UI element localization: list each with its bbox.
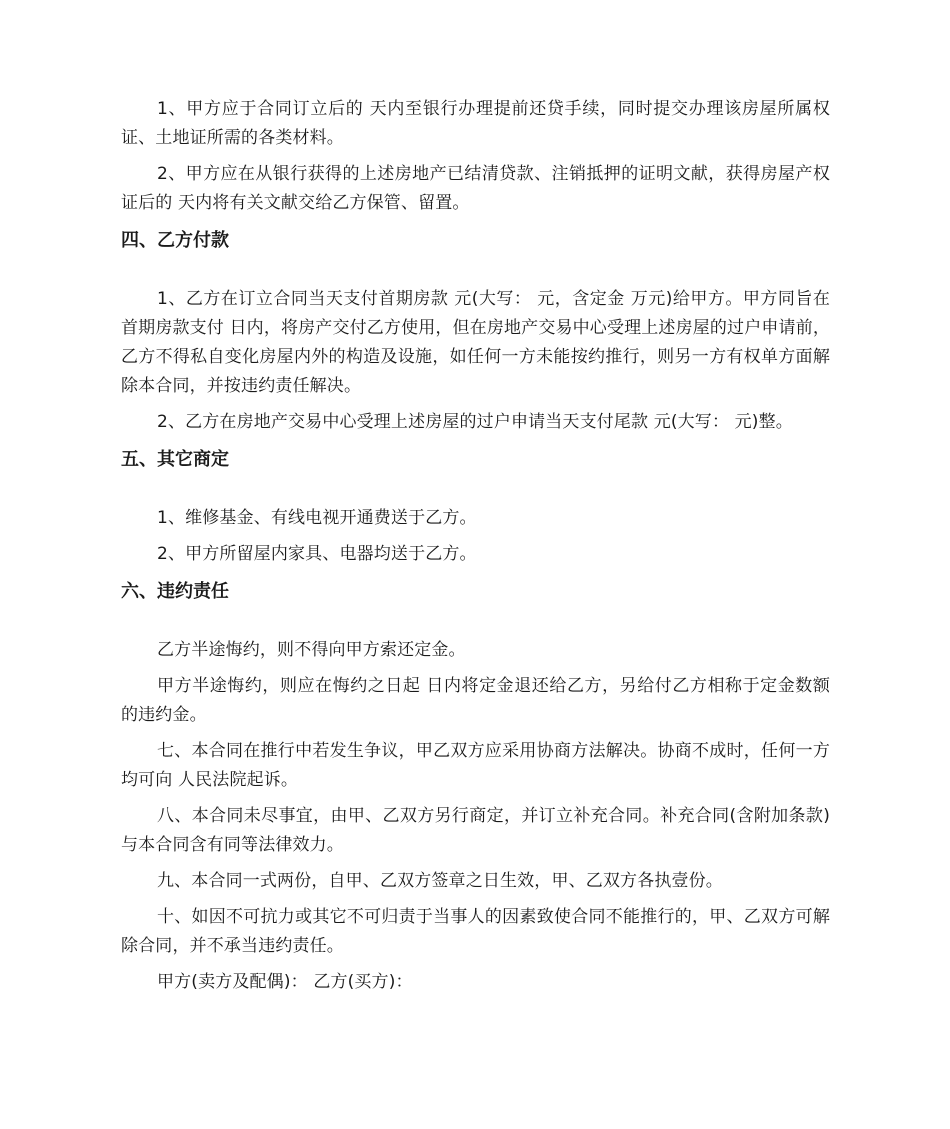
paragraph-seller-breach: 甲方半途悔约，则应在悔约之日起 日内将定金退还给乙方，另给付乙方相称于定金数额的违约金。 bbox=[121, 676, 830, 725]
signature-line: 甲方(卖方及配偶)： 乙方(买方)： bbox=[157, 972, 413, 992]
paragraph-final-payment: 2、乙方在房地产交易中心受理上述房屋的过户申请当天支付尾款 元(大写： 元)整。 bbox=[157, 412, 793, 432]
paragraph-force-majeure: 十、如因不可抗力或其它不可归责于当事人的因素致使合同不能推行的，甲、乙双方可解除合同，并不承当违约责任。 bbox=[121, 907, 830, 956]
paragraph-dispute: 七、本合同在推行中若发生争议，甲乙双方应采用协商方法解决。协商不成时，任何一方均可向 人民法院起诉。 bbox=[121, 741, 830, 790]
section-heading-payment: 四、乙方付款 bbox=[121, 230, 229, 251]
paragraph-bank-loan: 1、甲方应于合同订立后的 天内至银行办理提前还贷手续，同时提交办理该房屋所属权证、土地证所需的各类材料。 bbox=[121, 99, 830, 148]
paragraph-maintenance-fund: 1、维修基金、有线电视开通费送于乙方。 bbox=[157, 508, 477, 528]
section-heading-other-terms: 五、其它商定 bbox=[121, 449, 229, 470]
paragraph-supplement: 八、本合同未尽事宜，由甲、乙双方另行商定，并订立补充合同。补充合同(含附加条款)与本合同含有同等法律效力。 bbox=[121, 806, 830, 855]
paragraph-first-payment: 1、乙方在订立合同当天支付首期房款 元(大写： 元，含定金 万元)给甲方。甲方同旨在首期房款支付 日内，将房产交付乙方使用，但在房地产交易中心受理上述房屋的过户申请前，乙方不得私自变化房屋内外的构造及设施，如任何一方未能按约推行，则另一方有权单方面解除本合同，并按违约责任解决。 bbox=[121, 289, 830, 396]
section-payment bbox=[121, 285, 830, 437]
paragraph-buyer-breach: 乙方半途悔约，则不得向甲方索还定金。 bbox=[157, 640, 466, 660]
paragraph-furniture: 2、甲方所留屋内家具、电器均送于乙方。 bbox=[157, 544, 477, 564]
paragraph-copies: 九、本合同一式两份，自甲、乙双方签章之日生效，甲、乙双方各执壹份。 bbox=[157, 871, 723, 891]
section-heading-breach: 六、违约责任 bbox=[121, 581, 229, 602]
paragraph-property-certificate: 2、甲方应在从银行获得的上述房地产已结清贷款、注销抵押的证明文献，获得房屋产权证后的 天内将有关文献交给乙方保管、留置。 bbox=[121, 164, 830, 213]
section-breach bbox=[121, 636, 830, 997]
section-other-terms bbox=[121, 504, 830, 569]
